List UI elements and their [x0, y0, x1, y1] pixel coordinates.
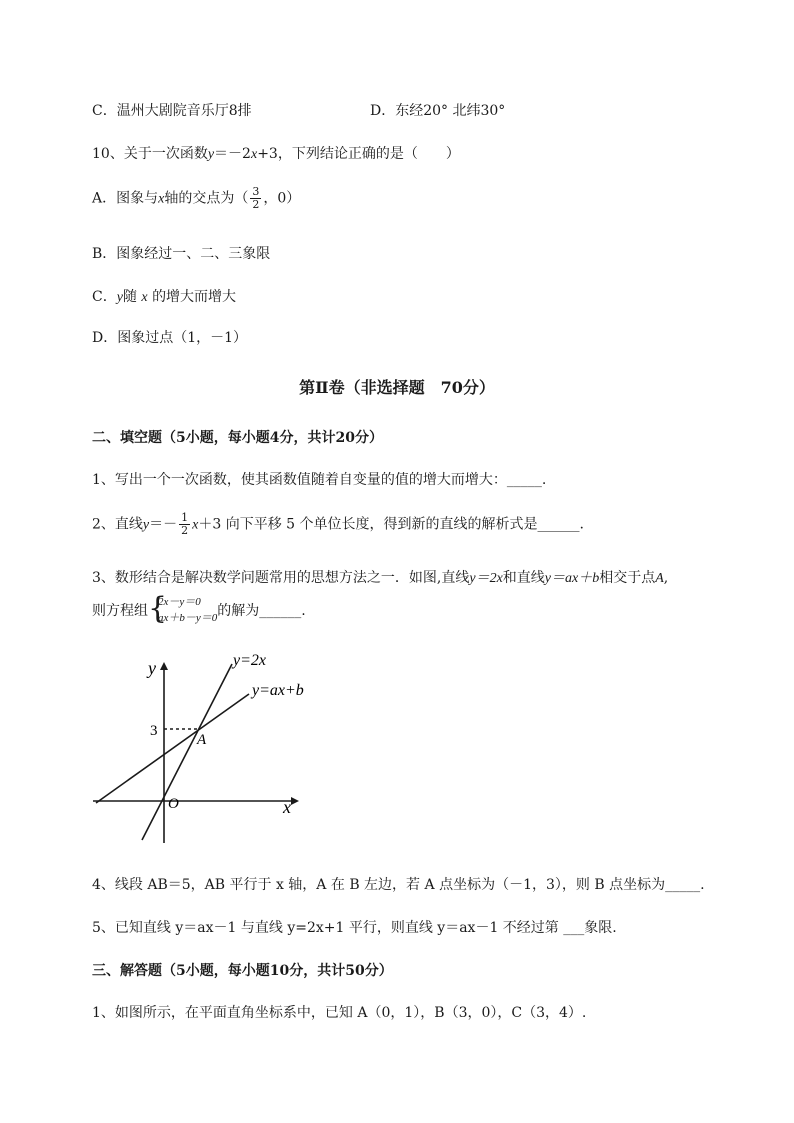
fill-q5: 5、已知直线 y＝ax－1 与直线 y=2x+1 平行，则直线 y＝ax－1 不经过第 ___象限. [92, 920, 617, 936]
label-x: x [283, 797, 291, 817]
fill-q1: 1、写出一个一次函数，使其函数值随着自变量的值的增大而增大：_____. [92, 472, 547, 488]
y-axis-arrow-icon [160, 662, 168, 670]
label-line2: y=ax+b [252, 682, 304, 699]
q10-option-c: C．y随 x 的增大而增大 [92, 289, 237, 305]
q10-stem: 10、关于一次函数y＝－2x+3，下列结论正确的是（ ） [92, 146, 460, 162]
fraction-3-2: $\frac{3}{2}$ [252, 185, 260, 211]
fill-q3-line2: 则方程组 { 2x－y＝0 ax＋b－y＝0 的解为______. [92, 594, 306, 626]
q10-option-d: D．图象过点（1，－1） [92, 330, 248, 346]
fill-q4: 4、线段 AB＝5，AB 平行于 x 轴，A 在 B 左边，若 A 点坐标为（－1，3），则 B 点坐标为_____. [92, 877, 705, 893]
fill-section-header: 二、填空题（5小题，每小题4分，共计20分） [92, 430, 383, 446]
x-axis-arrow-icon [291, 797, 299, 805]
equation-system: { 2x－y＝0 ax＋b－y＝0 [148, 594, 217, 626]
linear-functions-figure [86, 648, 326, 848]
line-y-2x [142, 664, 232, 840]
fill-q2: 2、直线y＝－ $\frac{1}{2}$ x＋3 向下平移 5 个单位长度，得到新的直线的解析式是______. [92, 511, 584, 537]
q9-option-d: D．东经20° 北纬30° [370, 103, 506, 119]
q10-option-a: A．图象与x轴的交点为（ $\frac{3}{2}$ ，0） [92, 185, 301, 211]
label-line1: y=2x [233, 652, 266, 669]
fill-q3-line1: 3、数形结合是解决数学问题常用的思想方法之一．如图,直线y＝2x和直线y＝ax＋b相交于点A, [92, 570, 669, 586]
solve-q1: 1、如图所示，在平面直角坐标系中，已知 A（0，1），B（3，0），C（3，4）. [92, 1005, 587, 1021]
solve-section-header: 三、解答题（5小题，每小题10分，共计50分） [92, 963, 393, 979]
fraction-1-2: $\frac{1}{2}$ [181, 511, 189, 537]
q10-option-b: B．图象经过一、二、三象限 [92, 246, 271, 262]
label-point-a: A [197, 732, 207, 748]
line-y-ax-b [96, 694, 249, 803]
q9-option-c: C．温州大剧院音乐厅8排 [92, 103, 252, 119]
label-y: y [148, 658, 156, 678]
part2-title: 第Ⅱ卷（非选择题 70分） [299, 378, 495, 397]
label-3: 3 [150, 723, 158, 739]
label-origin: O [168, 796, 179, 812]
